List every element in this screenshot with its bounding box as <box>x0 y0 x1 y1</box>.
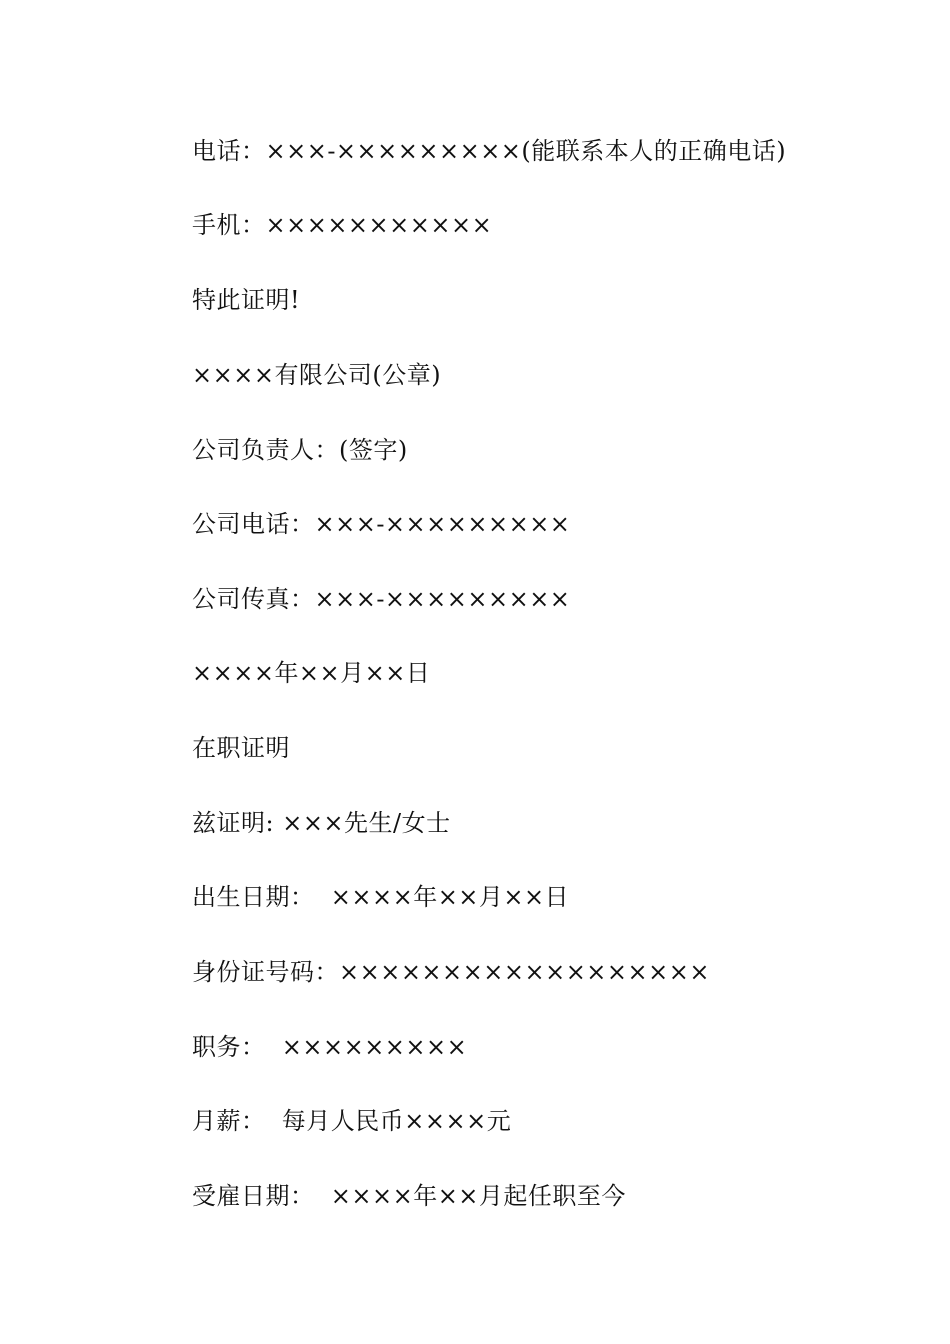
certify-person-line: 兹证明: ×××先生/女士 <box>192 809 451 837</box>
position-line: 职务： ××××××××× <box>192 1033 468 1061</box>
certification-statement: 特此证明! <box>192 286 301 314</box>
id-number-line: 身份证号码：×××××××××××××××××× <box>192 958 710 986</box>
employment-date-line: 受雇日期： ××××年××月起任职至今 <box>192 1182 626 1210</box>
phone-line: 电话：×××-×××××××××(能联系本人的正确电话) <box>192 137 787 165</box>
company-head-signature-line: 公司负责人：(签字) <box>192 436 408 464</box>
section-title: 在职证明 <box>192 734 290 762</box>
salary-line: 月薪： 每月人民币××××元 <box>192 1107 512 1135</box>
company-seal-line: ××××有限公司(公章) <box>192 361 442 389</box>
mobile-line: 手机：××××××××××× <box>192 211 493 239</box>
date-line: ××××年××月××日 <box>192 659 431 687</box>
company-phone-line: 公司电话：×××-××××××××× <box>192 510 571 538</box>
birth-date-line: 出生日期： ××××年××月××日 <box>192 883 570 911</box>
company-fax-line: 公司传真：×××-××××××××× <box>192 585 571 613</box>
